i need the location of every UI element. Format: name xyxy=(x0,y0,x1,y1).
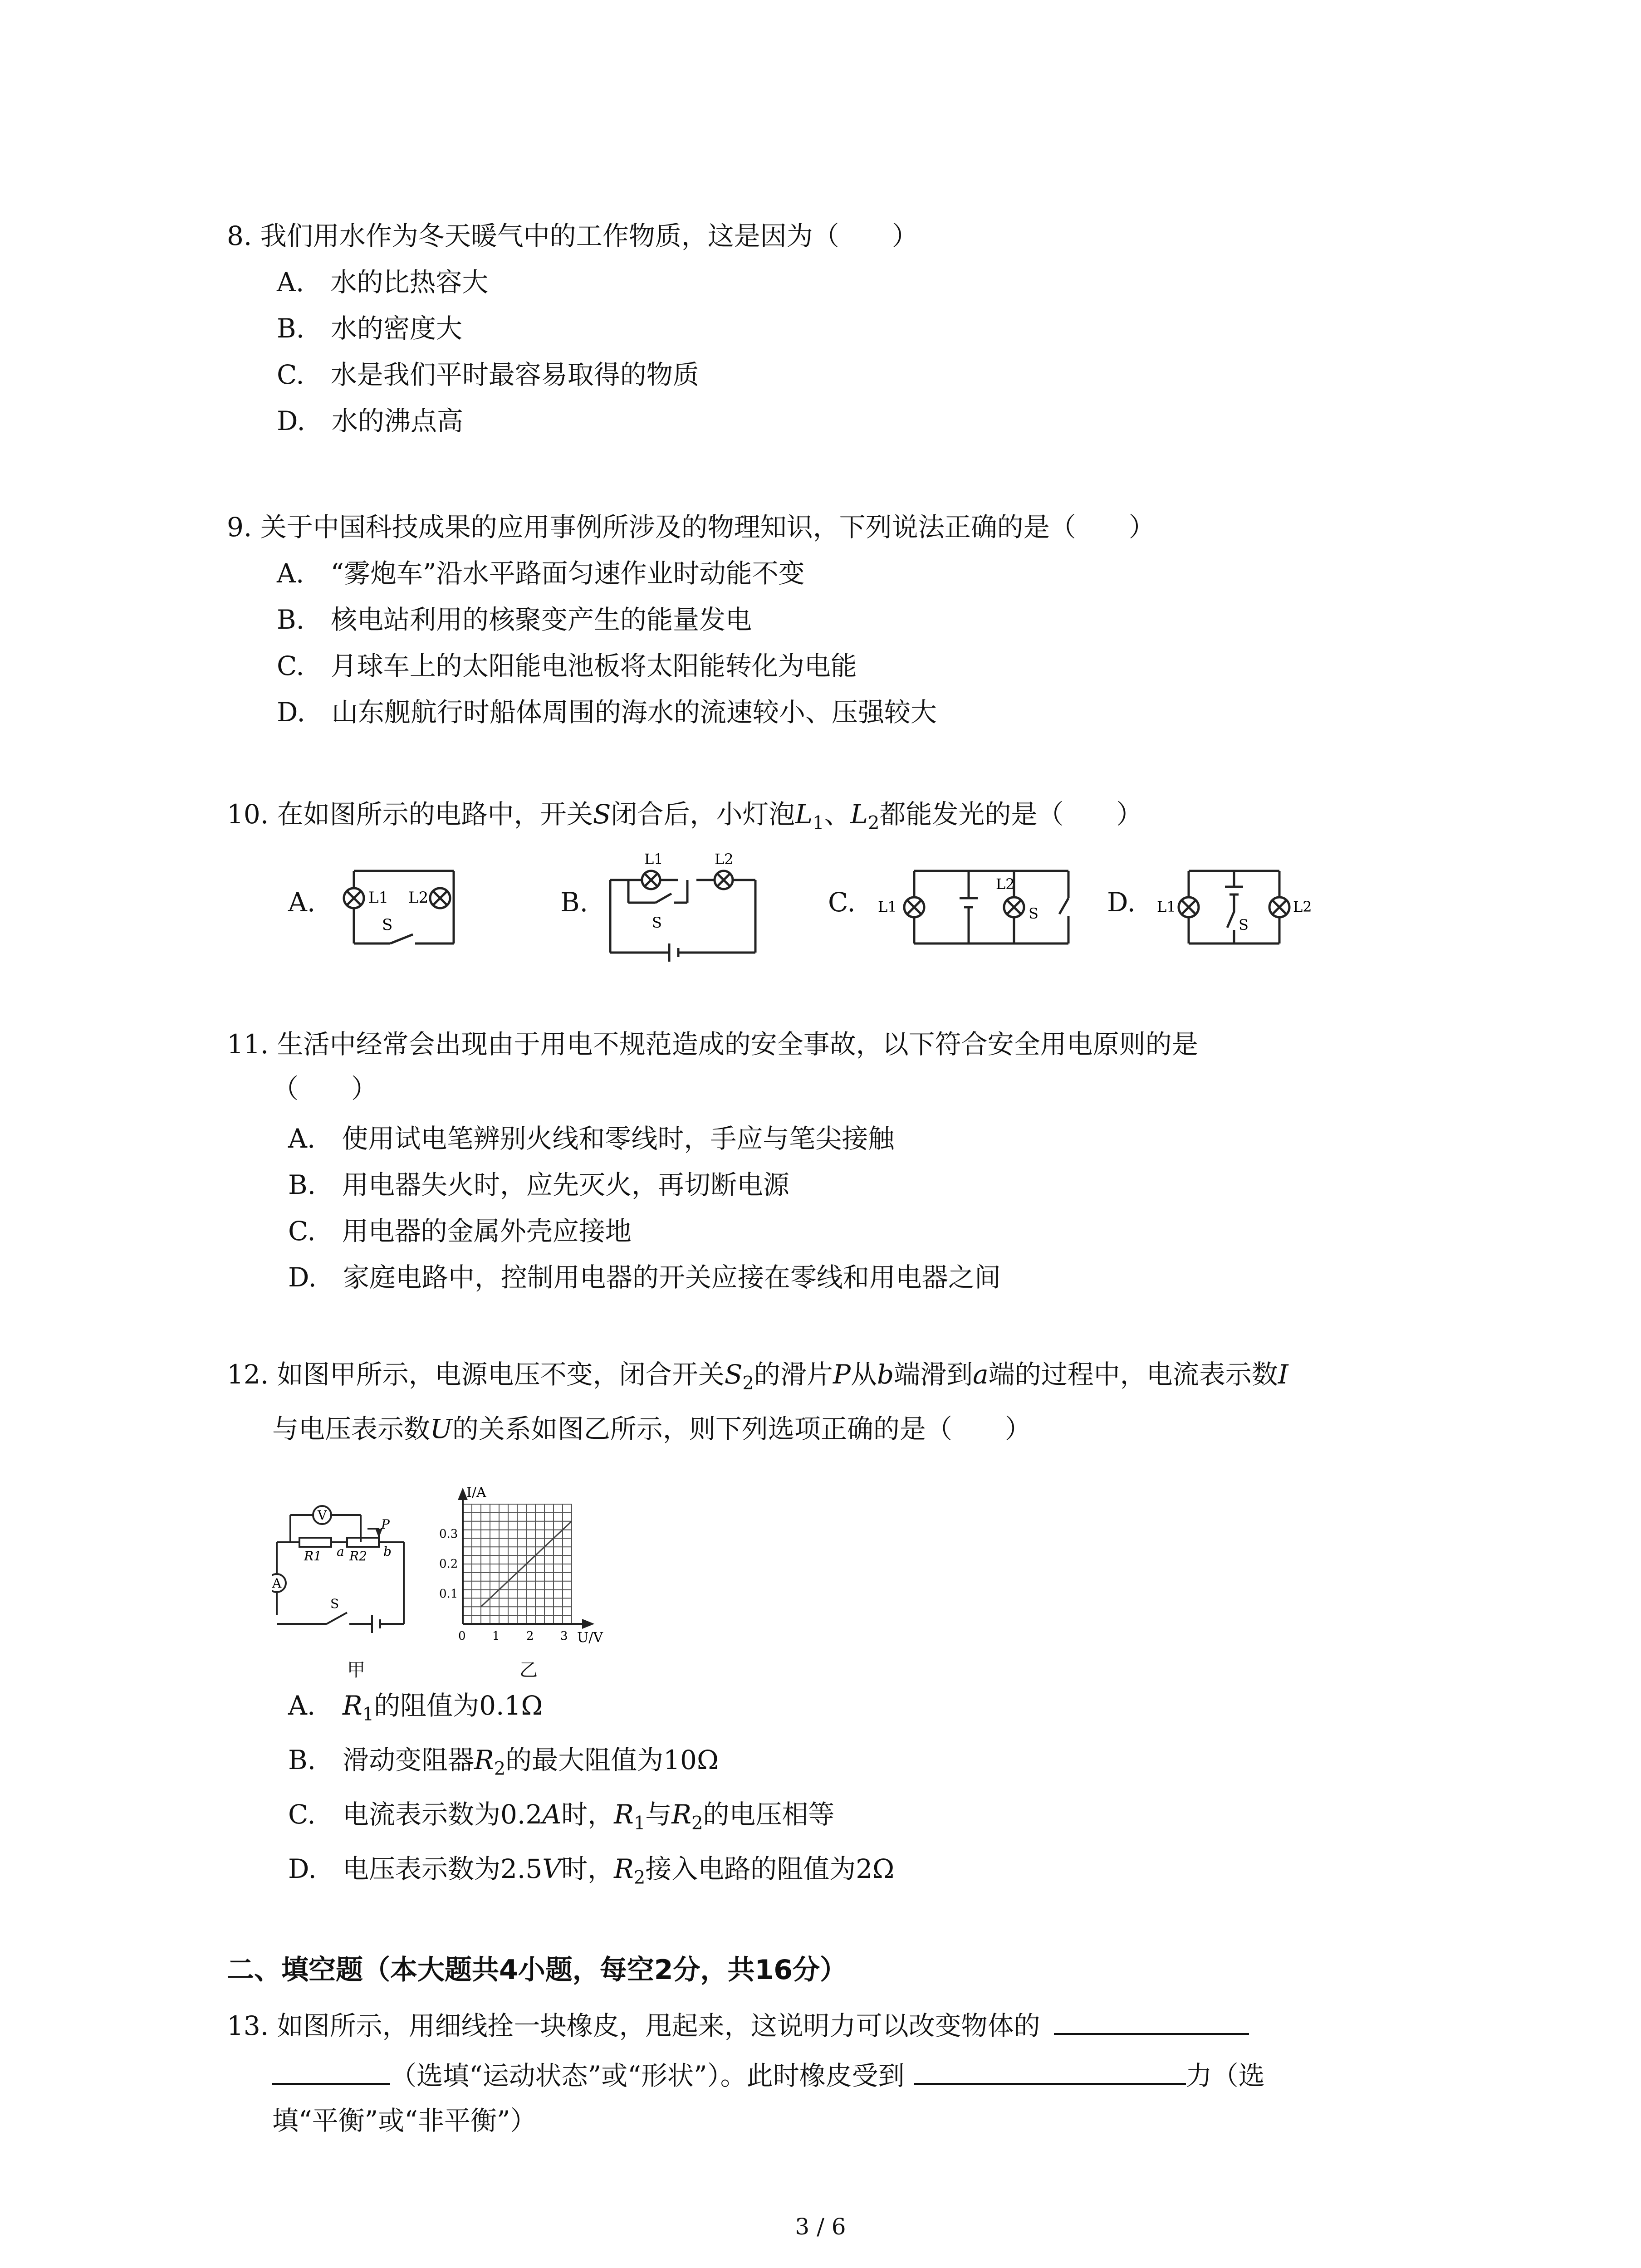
circuit-d-l2: L2 xyxy=(1293,898,1312,915)
q12-circuit-ammeter-label: A xyxy=(272,1576,282,1591)
circuit-c-l2: L2 xyxy=(996,875,1015,893)
circuit-c-diagram xyxy=(878,862,1078,953)
circuit-d-l1: L1 xyxy=(1157,898,1176,915)
circuit-d-diagram xyxy=(1143,862,1325,953)
q10-label-c: C. xyxy=(828,887,856,918)
q12-option-b: B. 滑动变阻器$R_2$的最大阻值为10Ω xyxy=(288,1745,719,1779)
q9-option-d: D. 山东舰航行时船体周围的海水的流速较小、压强较大 xyxy=(277,697,937,728)
iu-xtick-0: 0 xyxy=(458,1629,466,1643)
q12-option-a: A. $R_1$的阻值为0.1Ω xyxy=(288,1690,543,1725)
iu-ylabel: I/A xyxy=(466,1485,486,1501)
q13-line3: 填“平衡”或“非平衡”） xyxy=(272,2105,537,2136)
q11-option-a: A. 使用试电笔辨别火线和零线时，手应与笔尖接触 xyxy=(288,1123,895,1154)
circuit-b-diagram xyxy=(601,844,764,962)
iu-xtick-1: 1 xyxy=(492,1629,500,1643)
iu-ytick-2: 0.2 xyxy=(439,1557,458,1571)
circuit-b-l1: L1 xyxy=(644,850,663,868)
iu-xtick-3: 3 xyxy=(560,1629,568,1643)
q8-option-a: A. 水的比热容大 xyxy=(277,267,489,298)
q12-circuit-b-label: b xyxy=(383,1544,392,1559)
circuit-a-diagram xyxy=(340,862,467,953)
iu-xlabel: U/V xyxy=(577,1630,603,1646)
q11-option-c: C. 用电器的金属外壳应接地 xyxy=(288,1216,632,1246)
q11-stem-paren: （ ） xyxy=(272,1073,378,1104)
iu-xtick-2: 2 xyxy=(526,1629,534,1643)
q13-line2: （选填“运动状态”或“形状”）。此时橡皮受到 力（选 xyxy=(272,2055,1265,2094)
q8-option-b: B. 水的密度大 xyxy=(277,313,463,344)
q13-blank-2[interactable] xyxy=(914,2055,1186,2085)
circuit-a-l1: L1 xyxy=(368,889,389,907)
q8-option-d: D. 水的沸点高 xyxy=(277,406,463,436)
circuit-c-s: S xyxy=(1029,905,1038,922)
q12-iu-chart xyxy=(436,1483,608,1651)
iu-ytick-3: 0.3 xyxy=(439,1527,458,1541)
q12-fig-right-caption: 乙 xyxy=(519,1660,538,1681)
q12-circuit-s-label: S xyxy=(330,1596,339,1611)
q12-circuit-a-label: a xyxy=(337,1544,344,1559)
q12-circuit-figure xyxy=(272,1492,436,1651)
q9-option-a: A. “雾炮车”沿水平路面匀速作业时动能不变 xyxy=(277,558,805,589)
q12-stem-line2: 与电压表示数U的关系如图乙所示，则下列选项正确的是（ ） xyxy=(272,1413,1031,1444)
page-number: 3 / 6 xyxy=(795,2214,846,2240)
circuit-d-s: S xyxy=(1239,916,1249,934)
iu-ytick-1: 0.1 xyxy=(439,1587,458,1601)
q10-label-a: A. xyxy=(288,887,316,918)
q12-circuit-p-label: P xyxy=(381,1517,390,1532)
circuit-a-l2: L2 xyxy=(408,889,429,907)
q12-circuit-voltmeter-label: V xyxy=(318,1508,327,1523)
q12-option-d: D. 电压表示数为2.5V时，$R_2$接入电路的阻值为2Ω xyxy=(288,1853,895,1888)
circuit-a-s: S xyxy=(382,916,393,934)
q12-option-c: C. 电流表示数为0.2A时，$R_1$与$R_2$的电压相等 xyxy=(288,1799,835,1834)
q12-circuit-r1-label: R1 xyxy=(304,1549,322,1564)
q13-blank-1-cont[interactable] xyxy=(272,2055,390,2085)
circuit-c-l1: L1 xyxy=(878,898,897,915)
section-2-title: 二、填空题（本大题共4小题，每空2分，共16分） xyxy=(227,1954,847,1986)
q10-label-b: B. xyxy=(560,887,588,918)
q9-option-c: C. 月球车上的太阳能电池板将太阳能转化为电能 xyxy=(277,650,857,681)
q12-fig-left-caption: 甲 xyxy=(347,1660,365,1681)
q10-label-d: D. xyxy=(1107,887,1136,918)
q13-blank-1[interactable] xyxy=(1054,2005,1249,2035)
q12-stem-line1: 12. 如图甲所示，电源电压不变，闭合开关$S_2$的滑片P从b端滑到a端的过程中，电流表示数I xyxy=(227,1359,1288,1394)
q12-circuit-r2-label: R2 xyxy=(349,1549,367,1564)
circuit-b-l2: L2 xyxy=(715,850,734,868)
q11-stem: 11. 生活中经常会出现由于用电不规范造成的安全事故，以下符合安全用电原则的是 xyxy=(227,1029,1198,1060)
q10-stem: 10. 在如图所示的电路中，开关S闭合后，小灯泡$L_1$、$L_2$都能发光的是（ ） xyxy=(227,799,1143,834)
q8-stem: 8. 我们用水作为冬天暖气中的工作物质，这是因为（ ） xyxy=(227,220,918,251)
circuit-b-s: S xyxy=(652,914,662,931)
q11-option-d: D. 家庭电路中，控制用电器的开关应接在零线和用电器之间 xyxy=(288,1262,1001,1293)
q9-stem: 9. 关于中国科技成果的应用事例所涉及的物理知识，下列说法正确的是（ ） xyxy=(227,512,1155,543)
q11-option-b: B. 用电器失火时，应先灭火，再切断电源 xyxy=(288,1169,790,1200)
q8-option-c: C. 水是我们平时最容易取得的物质 xyxy=(277,359,699,390)
q13-line1: 13. 如图所示，用细线拴一块橡皮，甩起来，这说明力可以改变物体的 xyxy=(227,2005,1249,2044)
q9-option-b: B. 核电站利用的核聚变产生的能量发电 xyxy=(277,604,752,635)
